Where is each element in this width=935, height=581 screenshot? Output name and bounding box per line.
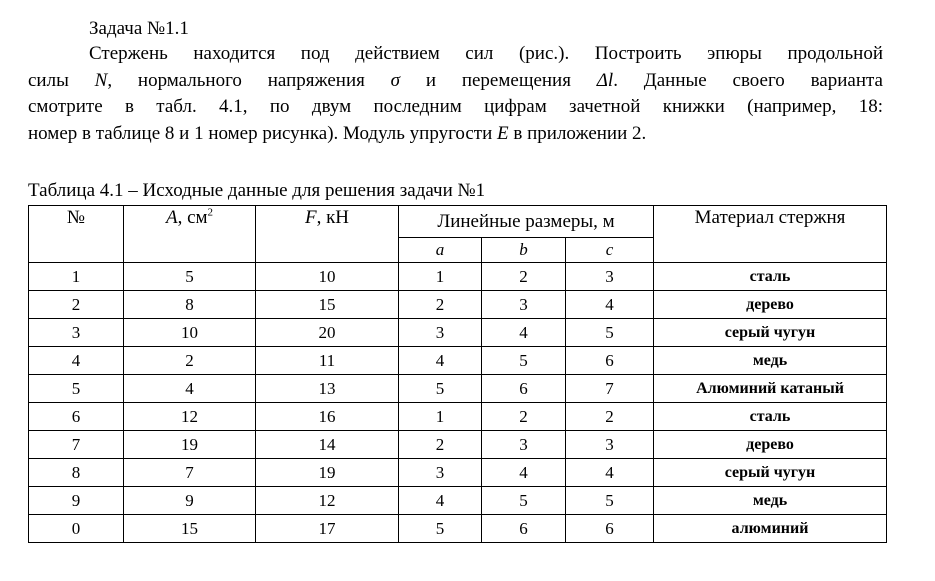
cell-dim-c: 5 <box>566 319 654 347</box>
cell-dim-b: 4 <box>482 459 566 487</box>
symbol-delta-l: Δl <box>596 69 614 91</box>
cell-num: 0 <box>29 515 124 543</box>
cell-dim-b: 4 <box>482 319 566 347</box>
header-num: № <box>29 206 124 263</box>
cell-dim-c: 3 <box>566 263 654 291</box>
table-row <box>29 403 887 431</box>
cell-area: 7 <box>124 459 256 487</box>
cell-dim-c: 6 <box>566 347 654 375</box>
cell-material: сталь <box>654 403 887 431</box>
cell-area: 19 <box>124 431 256 459</box>
cell-dim-b: 5 <box>482 487 566 515</box>
input-data-table <box>28 205 887 543</box>
cell-dim-c: 4 <box>566 291 654 319</box>
cell-dim-a: 1 <box>399 403 482 431</box>
symbol-n: N <box>94 69 108 91</box>
cell-force: 19 <box>256 459 399 487</box>
table-header-row <box>29 206 887 238</box>
table-row <box>29 347 887 375</box>
cell-num: 9 <box>29 487 124 515</box>
cell-area: 8 <box>124 291 256 319</box>
table-row <box>29 459 887 487</box>
header-force-unit: , кН <box>316 207 350 228</box>
cell-num: 5 <box>29 375 124 403</box>
cell-dim-a: 2 <box>399 431 482 459</box>
cell-area: 12 <box>124 403 256 431</box>
cell-dim-b: 2 <box>482 403 566 431</box>
table-row <box>29 263 887 291</box>
cell-material: серый чугун <box>654 459 887 487</box>
header-dim-c: c <box>566 238 654 263</box>
cell-dim-a: 5 <box>399 515 482 543</box>
cell-force: 17 <box>256 515 399 543</box>
cell-force: 11 <box>256 347 399 375</box>
cell-num: 2 <box>29 291 124 319</box>
cell-dim-a: 5 <box>399 375 482 403</box>
header-dim-b: b <box>482 238 566 263</box>
cell-material: алюминий <box>654 515 887 543</box>
cell-material: Алюминий катаный <box>654 375 887 403</box>
header-area-power: 2 <box>207 206 214 219</box>
cell-num: 3 <box>29 319 124 347</box>
table-row <box>29 487 887 515</box>
text-segment: силы <box>28 69 95 91</box>
cell-dim-c: 4 <box>566 459 654 487</box>
cell-force: 15 <box>256 291 399 319</box>
cell-force: 12 <box>256 487 399 515</box>
symbol-sigma: σ <box>390 69 401 91</box>
cell-force: 16 <box>256 403 399 431</box>
cell-dim-b: 2 <box>482 263 566 291</box>
text-segment: номер в таблице 8 и 1 номер рисунка). Модуль упругости <box>28 122 498 144</box>
task-line-3: смотрите в табл. 4.1, по двум последним цифрам зачетной книжки (например, 18: <box>28 96 883 117</box>
cell-num: 4 <box>29 347 124 375</box>
cell-area: 4 <box>124 375 256 403</box>
text-segment: в приложении 2. <box>508 122 647 144</box>
header-area-unit: , см <box>177 207 208 228</box>
cell-force: 10 <box>256 263 399 291</box>
cell-dim-c: 7 <box>566 375 654 403</box>
header-force <box>256 206 399 263</box>
cell-num: 7 <box>29 431 124 459</box>
task-description <box>28 41 883 147</box>
cell-area: 9 <box>124 487 256 515</box>
cell-dim-a: 2 <box>399 291 482 319</box>
table-row <box>29 431 887 459</box>
cell-dim-a: 3 <box>399 459 482 487</box>
cell-material: дерево <box>654 291 887 319</box>
cell-num: 8 <box>29 459 124 487</box>
task-line-4 <box>28 121 883 148</box>
cell-dim-a: 4 <box>399 487 482 515</box>
cell-material: серый чугун <box>654 319 887 347</box>
cell-dim-b: 3 <box>482 431 566 459</box>
cell-force: 13 <box>256 375 399 403</box>
symbol-e: E <box>497 122 509 144</box>
cell-num: 6 <box>29 403 124 431</box>
table-row <box>29 291 887 319</box>
cell-area: 5 <box>124 263 256 291</box>
cell-dim-a: 3 <box>399 319 482 347</box>
table-row <box>29 375 887 403</box>
cell-dim-a: 1 <box>399 263 482 291</box>
cell-dim-c: 5 <box>566 487 654 515</box>
cell-dim-b: 6 <box>482 515 566 543</box>
cell-material: медь <box>654 487 887 515</box>
table-row <box>29 515 887 543</box>
cell-area: 10 <box>124 319 256 347</box>
cell-dim-b: 6 <box>482 375 566 403</box>
text-segment: и перемещения <box>400 69 597 91</box>
header-dimensions: Линейные размеры, м <box>399 206 654 238</box>
task-title: Задача №1.1 <box>89 18 189 39</box>
cell-dim-b: 3 <box>482 291 566 319</box>
cell-material: дерево <box>654 431 887 459</box>
cell-area: 15 <box>124 515 256 543</box>
header-dim-a: a <box>399 238 482 263</box>
cell-dim-c: 3 <box>566 431 654 459</box>
cell-dim-c: 2 <box>566 403 654 431</box>
table-row <box>29 319 887 347</box>
header-force-symbol: F <box>304 207 317 228</box>
header-area-symbol: A <box>165 207 178 228</box>
cell-material: медь <box>654 347 887 375</box>
text-segment: . Данные своего варианта <box>613 69 883 91</box>
header-area <box>124 206 256 263</box>
task-line-1: Стержень находится под действием сил (рис.). Построить эпюры продольной <box>89 43 883 64</box>
task-line-2 <box>28 68 883 95</box>
table-body <box>29 263 887 543</box>
header-material: Материал стержня <box>654 206 887 263</box>
cell-area: 2 <box>124 347 256 375</box>
cell-num: 1 <box>29 263 124 291</box>
cell-material: сталь <box>654 263 887 291</box>
cell-force: 14 <box>256 431 399 459</box>
cell-dim-c: 6 <box>566 515 654 543</box>
table-caption: Таблица 4.1 – Исходные данные для решения задачи №1 <box>28 180 486 201</box>
cell-dim-b: 5 <box>482 347 566 375</box>
text-segment: , нормального напряжения <box>107 69 391 91</box>
cell-dim-a: 4 <box>399 347 482 375</box>
cell-force: 20 <box>256 319 399 347</box>
